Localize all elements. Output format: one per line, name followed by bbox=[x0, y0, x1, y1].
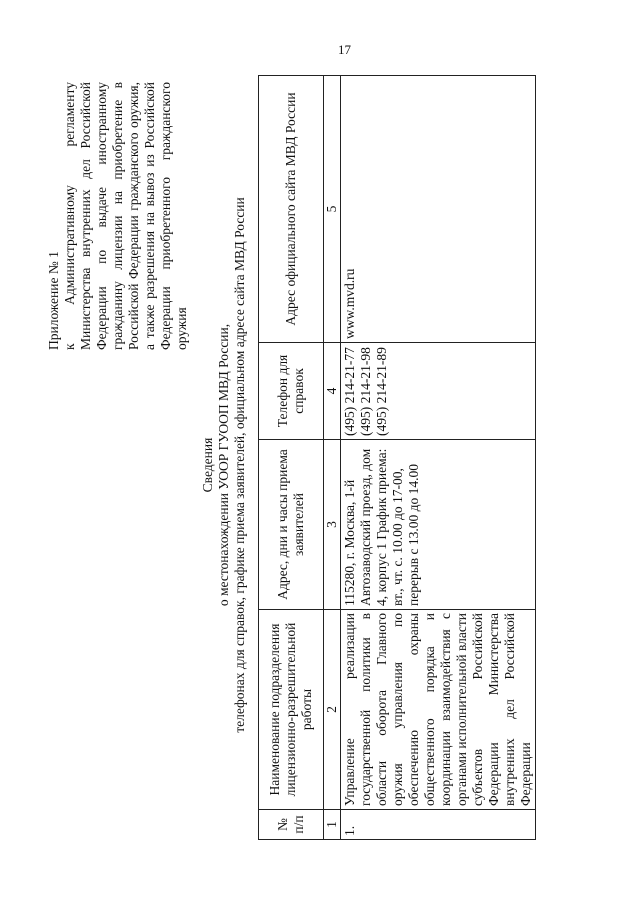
column-number: 1 bbox=[324, 810, 341, 840]
row-number: 1. bbox=[341, 810, 536, 840]
table-row bbox=[341, 76, 536, 840]
column-number: 3 bbox=[324, 440, 341, 610]
header-website: Адрес официального сайта МВД России bbox=[259, 76, 324, 343]
column-number-row bbox=[324, 76, 341, 840]
website-link[interactable]: www.mvd.ru bbox=[341, 76, 536, 343]
document-subtitle: о местонахождении УООР ГУООП МВД России, bbox=[216, 323, 231, 607]
column-number: 5 bbox=[324, 76, 341, 343]
document-subtitle-2: телефонах для справок, графике приема заявителей, официальном адресе сайта МВД России bbox=[232, 197, 247, 733]
page-number: 17 bbox=[338, 42, 351, 57]
column-number: 4 bbox=[324, 343, 341, 440]
header-number: № п/п bbox=[259, 810, 324, 840]
document-title: Сведения bbox=[200, 437, 215, 493]
column-number: 2 bbox=[324, 610, 341, 810]
department-name: Управление реализации государственной политики в области оборота Главного оружия управления по обеспечению охраны общественного порядка и координации взаимодействия с органами исполнительной власти субъектов Российской Федерации Министерства внутренних дел Российской Федерации bbox=[341, 610, 536, 810]
rotated-page-content bbox=[40, 80, 600, 850]
table-header-row bbox=[259, 76, 324, 840]
appendix-block bbox=[46, 82, 190, 350]
appendix-text: к Административному регламенту Министерства внутренних дел Российской Федерации по выдаче иностранному гражданину лицензии на приобретение в Российской Федерации гражданского оружия, а также разрешения на вывоз из Российской Федерации приобретенного гражданского оружия bbox=[62, 82, 189, 350]
header-phone: Телефон для справок bbox=[259, 343, 324, 440]
header-department: Наименование подразделения лицензионно-разрешительной работы bbox=[259, 610, 324, 810]
department-phones: (495) 214-21-77 (495) 214-21-98 (495) 214-21-89 bbox=[341, 343, 536, 440]
header-address: Адрес, дни и часы приема заявителей bbox=[259, 440, 324, 610]
info-table bbox=[258, 75, 536, 840]
department-address: 115280, г. Москва, 1-й Автозаводский проезд, дом 4, корпус 1 График приема: вт., чт. с. 10.00 до 17-00, перерыв с 13.00 до 14.00 bbox=[341, 440, 536, 610]
appendix-heading: Приложение № 1 bbox=[46, 251, 61, 350]
